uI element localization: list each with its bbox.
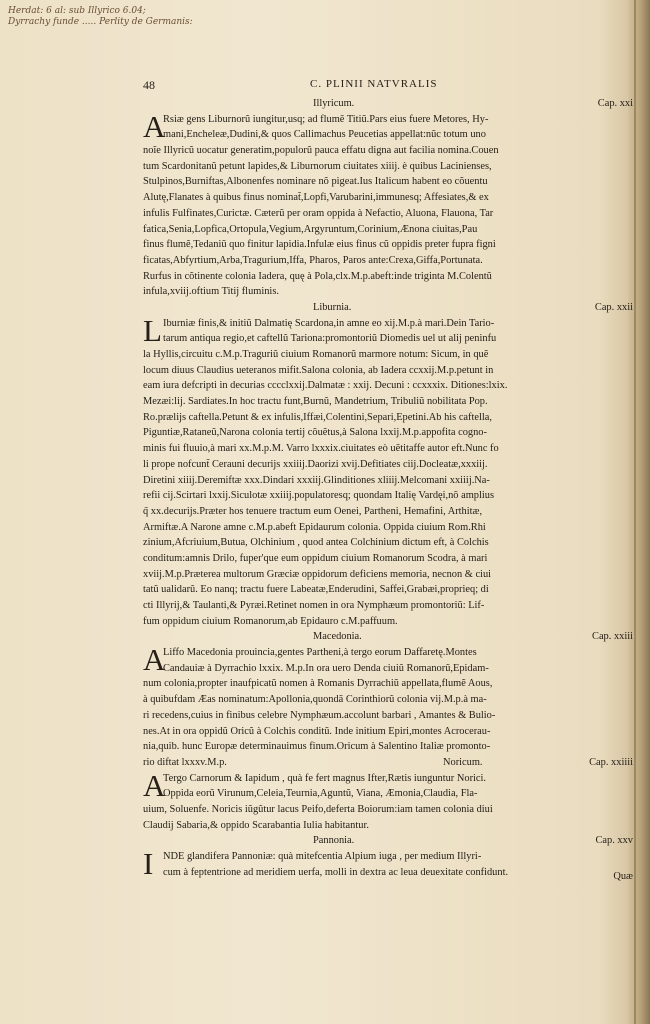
text-line: nia,quib. hunc Europæ determinauimus finum.Oricum à Salentino Italiæ promonto- (143, 741, 491, 753)
text-line: NDE glandifera Pannoniæ: quà mitefcentia Alpium iuga , per medium Illyri- (163, 851, 482, 862)
paragraph (143, 108, 633, 300)
text-line: rio diftat lxxxv.M.p. (143, 756, 227, 768)
text-line: Iburniæ finis,& initiũ Dalmatię Scardona,in amne eo xij.M.p.à mari.Dein Tario- (163, 317, 495, 329)
chapter-number: Cap. xxi (597, 98, 633, 109)
text-line: la Hyllis,circuitu c.M.p.Traguriũ ciuium Romanorũ marmore notum: Sicum, in quẽ (143, 349, 489, 360)
text-line: nes.At in ora oppidũ Oricũ à Colchis conditũ. Inde initium Epiri,montes Acrocerau- (143, 725, 491, 737)
text-line: Armiftæ.A Narone amne c.M.p.abeft Epidaurum colonia. Oppida ciuium Rom.Rhi (143, 521, 486, 533)
text-line: infulis Fulfinates,Curictæ. Cæterũ per oram oppida à Nefactio, Aluona, Flauona, Tar (143, 207, 494, 219)
section-heading (143, 755, 633, 771)
text-line: Stulpinos,Burniftas,Albonenfes nominare nõ pigeat.Ius Italicum habent eo cõuentu (143, 176, 488, 188)
section-title: Illyricum. (313, 98, 355, 109)
text-line: Oppida eorũ Virunum,Celeia,Teurnia,Aguntũ, Viana, Æmonia,Claudia, Fla- (163, 788, 478, 800)
text-line: fum oppidum ciuium Romanorum,ab Epidauro c.M.paffuum. (143, 615, 398, 627)
text-line: Candauiæ à Dyrrachio lxxix. M.p.In ora uero Denda ciuiũ Romanorũ,Epidam- (163, 662, 489, 674)
drop-initial: I (143, 846, 154, 881)
text-line: tarum antiqua regio,et caftellũ Tariona:promontoriũ Diomedis uel ut alij peninfu (163, 333, 497, 345)
text-line: uium, Soluenfe. Noricis iũgũtur lacus Peifo,deferta Boiorum:iam tamen colonia diui (143, 803, 493, 815)
chapter-number: Cap. xxiii (592, 631, 633, 643)
text-line: finus flumẽ,Tedaniũ quo finitur lapidia.Infulæ eius finus cũ oppidis preter fupra figni (143, 239, 496, 251)
text-line: tatũ ualidarũ. Eo nanq; tractu fuere Labeatæ,Enderudini, Saffei,Grabæi,proprieq; di (143, 584, 489, 596)
text-line: Alutę,Flanates à quibus finus nominat̃,Lopfi,Varubarini,immunesq; Affesiates,& ex (143, 192, 489, 204)
text-line: Diretini xiiij.Deremiftæ xxx.Dindari xxxiij.Glinditiones xliiij.Melcomani xxiiij.Na- (143, 474, 490, 486)
text-line: xviij.M.p.Præterea multorum Græciæ oppidorum deficiens memoria, necnon & ciui (143, 568, 492, 580)
paragraph (143, 312, 633, 630)
text-line: ri recedens,cuius in finibus celebre Nymphæum.accolunt barbari , Amantes & Bulio- (143, 709, 496, 721)
section-title: Noricum. (443, 756, 483, 768)
text-line: infula,xviij.oftium Titij fluminis. (143, 286, 279, 298)
paragraph (143, 767, 633, 834)
text-line: mani,Encheleæ,Dudini,& quos Callimachus Peucetias appellat:nũc totum uno (163, 129, 486, 141)
chapter-number: Cap. xxiiii (589, 756, 633, 768)
paragraph (143, 846, 633, 882)
annotation-line: Dyrrachy funde ..... Perlity de Germanis: (8, 17, 193, 27)
text-line: Rurfus in cõtinente colonia Iadera, quę à Pola,clx.M.p.abeft:inde triginta M.Colentũ (143, 270, 492, 282)
drop-initial: A (143, 767, 166, 803)
section-heading (143, 300, 633, 316)
text-line: li prope nofcunt̃ Cerauni decurijs xxiiij.Daorizi xvij.Defitiates ciij.Docleatæ,xxxiij. (143, 458, 488, 470)
section-heading (143, 833, 633, 849)
page-number: 48 (143, 78, 155, 92)
annotation-line: Herdat: 6 al: sub Illyrico 6.04; (8, 6, 146, 16)
section-title: Pannonia. (313, 835, 355, 847)
chapter-number: Cap. xxv (595, 835, 633, 847)
text-line: Mezæi:lij. Sardiates.In hoc tractu funt,Burnũ, Mandetrium, Tribuliũ nobilitata Pop. (143, 396, 488, 408)
text-line: Claudij Sabaria,& oppido Scarabantia Iulia habitantur. (143, 819, 369, 831)
text-line: fatica,Senia,Lopfica,Ortopula,Vegium,Argyruntum,Corinium,Ænona ciuitas,Pau (143, 223, 478, 235)
text-line: à quibufdam Æas nominatum:Apollonia,quondã Corinthiorũ colonia vij.M.p.à ma- (143, 694, 487, 706)
text-line: refii cij.Scirtari lxxij.Siculotæ xxiiij.populatoresq; quondam Italię Vardęi,nõ amplius (143, 490, 495, 502)
section-heading (143, 629, 633, 645)
text-line: eam iura defcripti in decurias cccclxxij.Dalmatæ : xxij. Decuni : ccxxxix. Ditiones:lxix. (143, 380, 508, 392)
section-title: Liburnia. (313, 301, 352, 313)
text-line: noĩe Illyricũ uocatur generatim,populorũ pauca effatu digna aut facilia nomina.Couen (143, 145, 499, 157)
text-line: Ro.prælijs caftella.Petunt & ex infulis,Iffæi,Colentini,Separi,Epetini.Ab his caftella, (143, 411, 492, 423)
text-line: num colonia,propter inaufpicatũ nomen à Romanis Dyrrachiũ appellata,flumẽ Aous, (143, 678, 493, 690)
running-title: C. PLINII NATVRALIS (310, 78, 438, 90)
catchword: Quæ (613, 870, 633, 882)
body-text (143, 96, 633, 880)
text-line: ficatas,Abfyrtium,Arba,Tragurium,Iffa, Pharos, Paros ante:Crexa,Giffa,Portunata. (143, 254, 483, 266)
text-line: cti Illyrij,& Taulanti,& Pyræi.Retinet nomen in ora Nymphæum promontoriũ: Lif- (143, 600, 485, 611)
text-line: minis fui fluuio,à mari xx.M.p.M. Varro lxxxix.ciuitates eò uẽtitaffe autor eft.Nunc fo (143, 443, 499, 455)
paragraph (143, 642, 633, 755)
text-line: cum à feptentrione ad meridiem uerfa, molli in dextra ac leua deuexitate confidunt. (163, 866, 509, 878)
text-line: Piguntiæ,Rataneũ,Narona colonia tertij cõuẽtus,à Salona lxxij.M.p.appofita cogno- (143, 427, 487, 439)
chapter-number: Cap. xxii (594, 301, 633, 313)
drop-initial: A (143, 642, 166, 678)
handwritten-annotation (8, 6, 268, 28)
text-line: conditum:amnis Drilo, fuper'que eum oppidum ciuium Romanorum Scodra, à mari (143, 552, 488, 564)
page-edge (634, 0, 636, 1024)
drop-initial: A (143, 108, 166, 144)
section-heading (143, 96, 633, 112)
text-line: zinium,Afcriuium,Butua, Olchinium , quod antea Colchinium dictum eft, à Colchis (143, 537, 489, 549)
text-line: tum Scardonitanũ petunt lapides,& Liburnorum ciuitates xiiij. è quibus Lacinienses, (143, 160, 492, 172)
text-line: Tergo Carnorum & Iapidum , quà fe fert magnus Ifter,Rætis iunguntur Norici. (163, 772, 487, 784)
drop-initial: L (143, 312, 162, 348)
section-title: Macedonia. (313, 631, 362, 643)
page-header (143, 78, 633, 94)
text-line: locum diuus Claudius ueteranos mifit.Salona colonia, ab Iadera ccxxij.M.p.petunt in (143, 364, 494, 376)
text-line: Liffo Macedonia prouincia,gentes Partheni,à tergo eorum Daffaretę.Montes (163, 647, 477, 659)
text-line: q̃ xx.decurijs.Præter hos tenuere tractum eum Oenei, Partheni, Hemafini, Arthitæ, (143, 505, 483, 517)
text-line: Rsiæ gens Liburnorũ iungitur,usq; ad flumẽ Titiũ.Pars eius fuere Metores, Hy- (163, 113, 489, 125)
